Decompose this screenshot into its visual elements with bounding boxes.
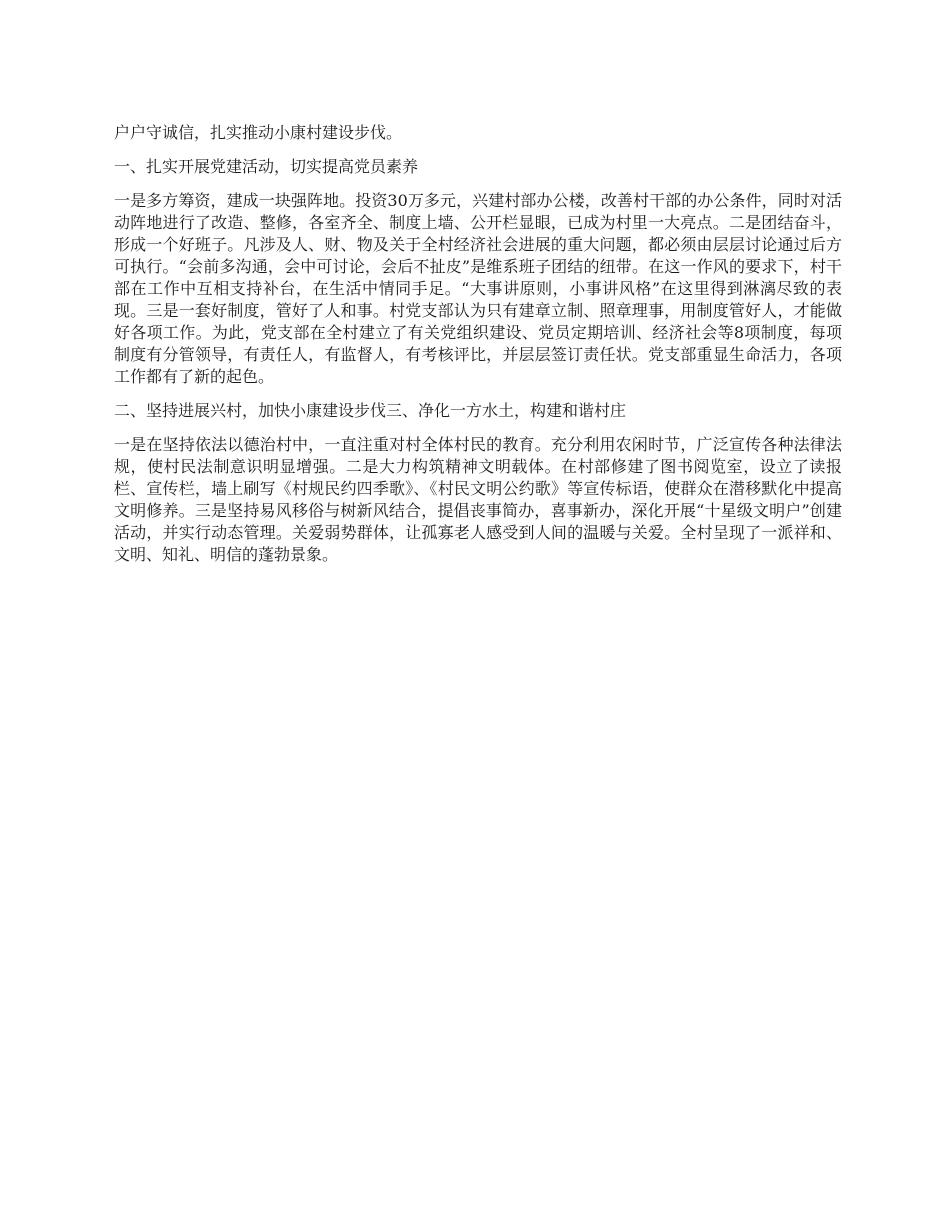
document-page	[114, 122, 842, 578]
section-1-body: 一是多方筹资，建成一块强阵地。投资30万多元，兴建村部办公楼，改善村干部的办公条件，同时对活动阵地进行了改造、整修，各室齐全、制度上墙、公开栏显眼，已成为村里一大亮点。二是团结奋斗，形成一个好班子。凡涉及人、财、物及关于全村经济社会进展的重大问题，都必须由层层讨论通过后方可执行。“会前多沟通，会中可讨论，会后不扯皮”是维系班子团结的纽带。在这一作风的要求下，村干部在工作中互相支持补台，在生活中情同手足。“大事讲原则，小事讲风格”在这里得到淋漓尽致的表现。三是一套好制度，管好了人和事。村党支部认为只有建章立制、照章理事，用制度管好人，才能做好各项工作。为此，党支部在全村建立了有关党组织建设、党员定期培训、经济社会等8项制度，每项制度有分管领导，有责任人，有监督人，有考核评比，并层层签订责任状。党支部重显生命活力，各项工作都有了新的起色。	[114, 191, 842, 386]
intro-line: 户户守诚信，扎实推动小康村建设步伐。	[114, 123, 403, 142]
section-2-3-heading: 二、坚持进展兴村，加快小康建设步伐三、净化一方水土，构建和谐村庄	[114, 401, 627, 420]
section-3-body: 一是在坚持依法以德治村中，一直注重对村全体村民的教育。充分利用农闲时节，广泛宣传各种法律法规，使村民法制意识明显增强。二是大力构筑精神文明载体。在村部修建了图书阅览室，设立了读报栏、宣传栏，墙上刷写《村规民约四季歌》、《村民文明公约歌》等宣传标语，使群众在潜移默化中提高文明修养。三是坚持易风移俗与树新风结合，提倡丧事简办，喜事新办，深化开展“十星级文明户”创建活动，并实行动态管理。关爱弱势群体，让孤寡老人感受到人间的温暖与关爱。全村呈现了一派祥和、文明、知礼、明信的蓬勃景象。	[114, 435, 842, 564]
section-1-heading: 一、扎实开展党建活动，切实提高党员素养	[114, 157, 419, 176]
